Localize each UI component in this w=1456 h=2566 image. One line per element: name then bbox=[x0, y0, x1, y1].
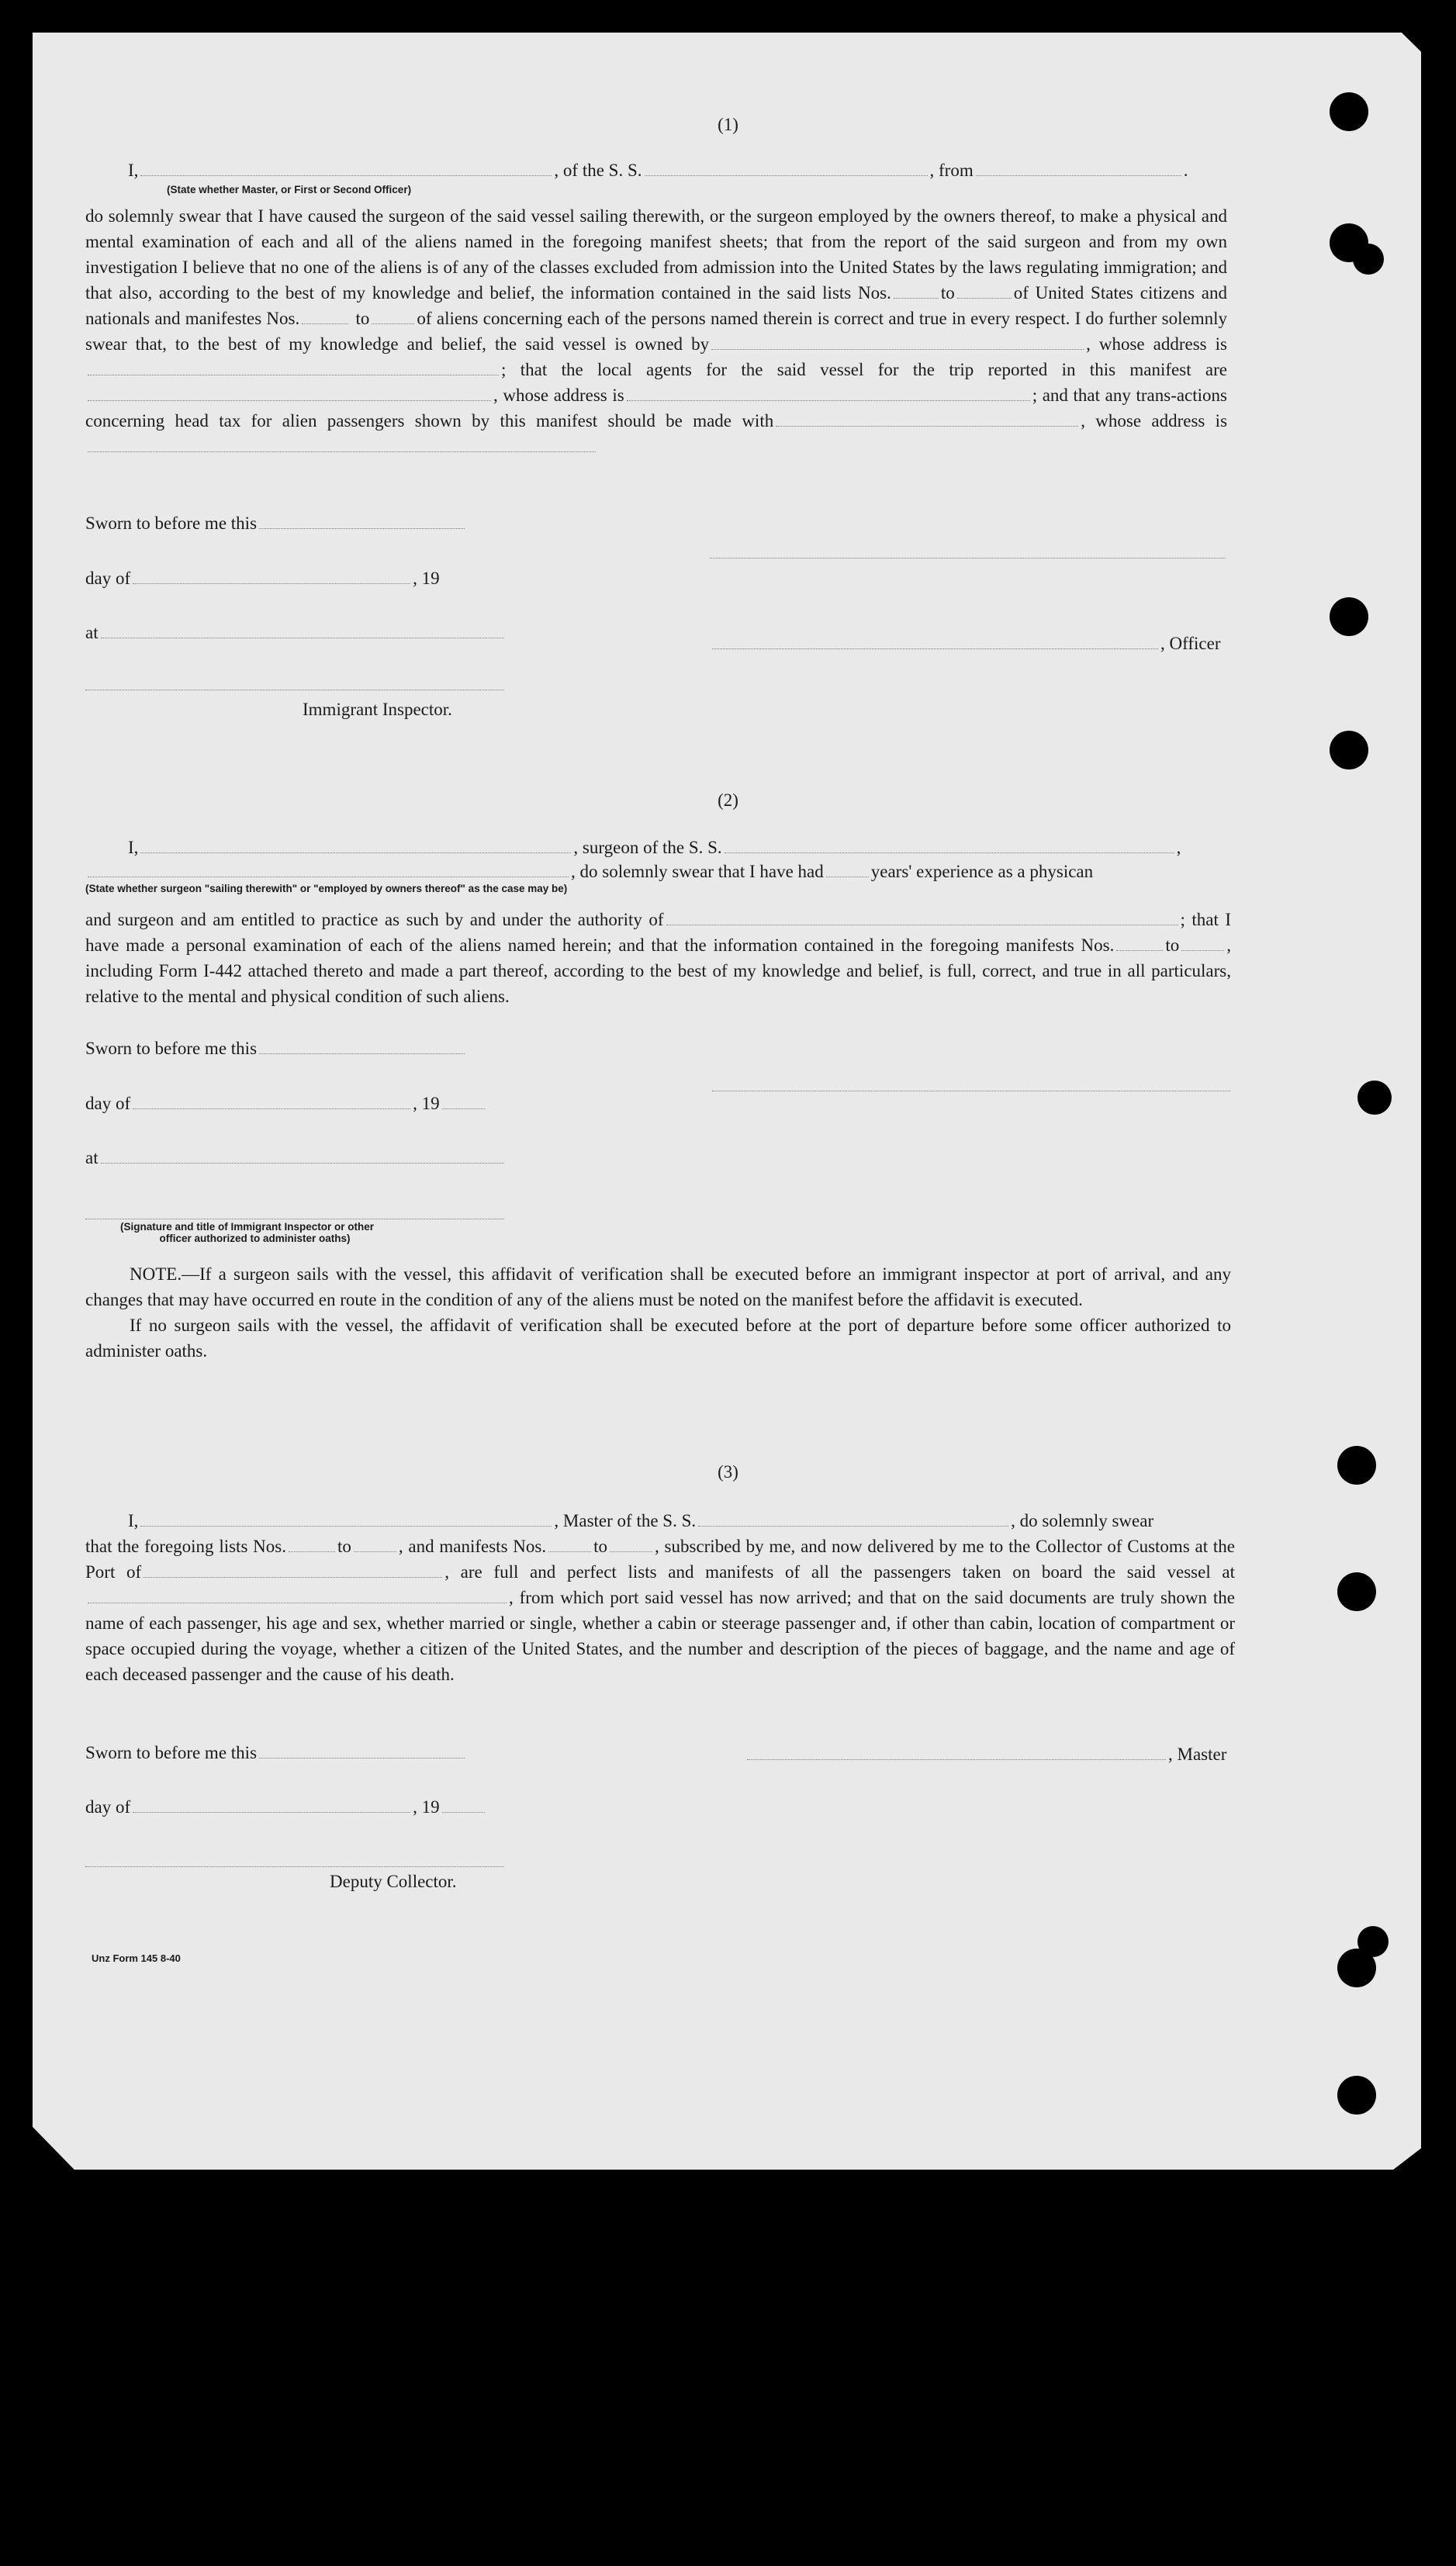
sworn-line: Sworn to before me this bbox=[85, 1036, 467, 1061]
punch-hole bbox=[1337, 1949, 1376, 1987]
punch-hole bbox=[1330, 597, 1368, 636]
form-number: Unz Form 145 8-40 bbox=[92, 1952, 181, 1964]
surgeon-line: I, , surgeon of the S. S. , bbox=[128, 838, 1181, 857]
inspector-signature-line[interactable] bbox=[85, 1218, 504, 1219]
name-field[interactable] bbox=[140, 175, 552, 176]
sworn-line: Sworn to before me this bbox=[85, 511, 467, 536]
day-line: day of , 19 bbox=[85, 1795, 487, 1820]
punch-hole bbox=[1357, 1081, 1392, 1115]
inspector-label: Immigrant Inspector. bbox=[303, 700, 452, 719]
punch-hole bbox=[1330, 731, 1368, 769]
note-paragraph: NOTE.—If a surgeon sails with the vessel, this affidavit of verification shall be executed before an immigrant inspector at port of arrival, and any changes that may have occurred en route in the condition of any of the aliens must be noted on the manifest before the affidavit is executed. If no surgeon sails with the vessel, the affidavit of verification shall be executed before at the port of departure before some officer authorized to administer oaths. bbox=[85, 1264, 1231, 1361]
punch-hole bbox=[1337, 2076, 1376, 2115]
master-paragraph: that the foregoing lists Nos. to , and manifests Nos. to , subscribed by me, and now delivered by me to the Collector of Customs at the Port of , are full and perfect lists and manifests of all the passengers taken on board the said vessel at, from which port said vessel has now arrived; and that on the said documents are truly shown the name of each passenger, his age and sex, whether married or single, whether a cabin or steerage passenger and, if other than cabin, location of compartment or space occupied during the voyage, whether a citizen of the United States, and the number and description of the pieces of baggage, and the name and age of each deceased passenger and the cause of his death. bbox=[85, 1537, 1236, 1684]
field-note: (State whether surgeon "sailing therewith" or "employed by owners thereof" as the case may be) bbox=[85, 883, 568, 894]
day-line: day of , 19 bbox=[85, 569, 440, 588]
section-number: (2) bbox=[718, 790, 738, 810]
surgeon-paragraph: and surgeon and am entitled to practice as such by and under the authority of ; that I have made a personal examination of each of the aliens named herein; and that the information contained in the foregoing manifests Nos. to , including Form I-442 attached thereto and made a part thereof, according to the best of my knowledge and belief, is full, correct, and true in all particulars, relative to the mental and physical condition of such aliens. bbox=[85, 910, 1232, 1006]
field-note: (State whether Master, or First or Second Officer) bbox=[167, 184, 412, 195]
signature-line[interactable] bbox=[710, 557, 1226, 559]
sworn-line: Sworn to before me this bbox=[85, 1741, 467, 1765]
vessel-field[interactable] bbox=[645, 175, 928, 176]
section-number: (1) bbox=[718, 115, 738, 134]
punch-hole bbox=[1337, 1572, 1376, 1611]
section-number: (3) bbox=[718, 1462, 738, 1482]
at-line: at bbox=[85, 621, 507, 645]
experience-line: , do solemnly swear that I have had years' experience as a physican bbox=[85, 859, 1093, 884]
port-field[interactable] bbox=[976, 175, 1181, 176]
day-line: day of , 19 bbox=[85, 1091, 487, 1116]
collector-signature-line[interactable] bbox=[85, 1866, 504, 1867]
master-line: I, , Master of the S. S. , do solemnly swear bbox=[128, 1511, 1154, 1530]
inspector-signature-line[interactable] bbox=[85, 689, 504, 690]
oath-line: I, , of the S. S. , from . bbox=[128, 161, 1188, 180]
signature-line[interactable] bbox=[712, 1090, 1230, 1091]
master-signature-line: , Master bbox=[745, 1742, 1226, 1767]
oath-paragraph: do solemnly swear that I have caused the surgeon of the said vessel sailing therewith, or the surgeon employed by the owners thereof, to make a physical and mental examination of each and all of the aliens named in the foregoing manifest sheets; that from the report of the said surgeon and from my own investigation I believe that no one of the aliens is of any of the classes excluded from admission into the United States by the laws regulating immigration; and that also, according to the best of my knowledge and belief, the information contained in the said lists Nos. to of United States citizens and nationals and manifestes Nos. to of aliens concerning each of the persons named therein is correct and true in every respect. I do further solemnly swear that, to the best of my knowledge and belief, the said vessel is owned by , whose address is ; that the local agents for the said vessel for the trip reported in this manifest are , whose address is ; and that any trans-actions concerning head tax for alien passengers shown by this manifest should be made with , whose address is bbox=[85, 203, 1227, 459]
officer-line: , Officer bbox=[710, 631, 1220, 656]
deputy-label: Deputy Collector. bbox=[330, 1872, 457, 1891]
punch-hole bbox=[1353, 244, 1384, 275]
at-line: at bbox=[85, 1146, 507, 1171]
signature-note: (Signature and title of Immigrant Inspector or other officer authorized to administer oaths) bbox=[120, 1221, 375, 1244]
